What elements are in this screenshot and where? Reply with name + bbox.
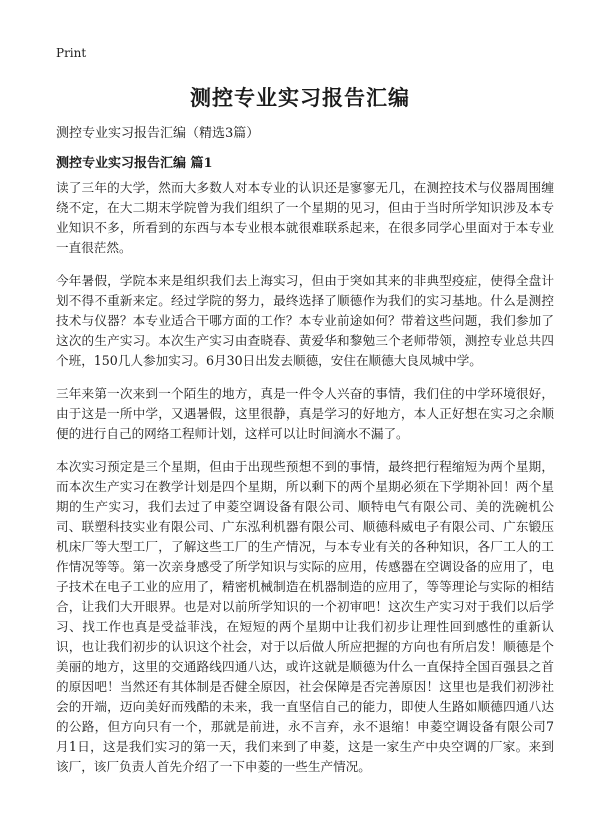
document-title: 测控专业实习报告汇编 [190, 85, 410, 110]
paragraph-2: 今年暑假，学院本来是组织我们去上海实习，但由于突如其来的非典型疫症，使得全盘计划不得不重新来定。经过学院的努力，最终选择了顺德作为我们的实习基地。什么是测控技术与仪器？本专业适合干哪方面的工作？本专业前途如何？带着这些问题，我们参加了这次的生产实习。本次生产实习由查晓春、黄爱华和黎勉三个老师带领，测控专业总共四个班，150几人参加实习。6月30日出发去顺德，安住在顺德大良凤城中学。 [56, 273, 554, 368]
document-subtitle: 测控专业实习报告汇编（精选3篇） [56, 126, 260, 141]
paragraph-4: 本次实习预定是三个星期，但由于出现些预想不到的事情，最终把行程缩短为两个星期，而本次生产实习在教学计划是四个星期，所以剩下的两个星期必须在下学期补回！两个星期的生产实习，我们去过了申菱空调设备有限公司、顺特电气有限公司、美的洗碗机公司、联塑科技实业有限公司、广东泓利机器有限公司、顺德科威电子有限公司、广东锻压机床厂等大型工厂，了解这些工厂的生产情况，与本专业有关的各种知识，各厂工人的工作情况等等。第一次亲身感受了所学知识与实际的应用，传感器在空调设备的应用了，电子技术在电子工业的应用了，精密机械制造在机器制造的应用了，等等理论与实际的相结合，让我们大开眼界。也是对以前所学知识的一个初审吧！这次生产实习对于我们以后学习、找工作也真是受益菲浅，在短短的两个星期中让我们初步让理性回到感性的重新认识，也让我们初步的认识这个社会，对于以后做人所应把握的方向也有所启发！顺德是个美丽的地方，这里的交通路线四通八达，或许这就是顺德为什么一直保持全国百强县之首的原因吧！当然还有其体制是否健全原因，社会保障是否完善原因！这里也是我们初涉社会的开端，迈向美好而残酷的未来，我一直坚信自己的能力，即使人生路如顺德四通八达的公路，但方向只有一个，那就是前进，永不言弃，永不退缩！申菱空调设备有限公司7月1日，这是我们实习的第一天，我们来到了申菱，这是一家生产中央空调的厂家。来到该厂，该厂负责人首先介绍了一下申菱的一些生产情况。 [56, 459, 554, 774]
paragraph-1: 读了三年的大学，然而大多数人对本专业的认识还是寥寥无几，在测控技术与仪器周围缠绕不定，在大二期末学院曾为我们组织了一个星期的见习，但由于当时所学知识涉及本专业知识不多，所看到的东西与本专业根本就很难联系起来，在很多同学心里面对于本专业一直很茫然。 [56, 180, 554, 255]
section-heading: 测控专业实习报告汇编 篇1 [56, 156, 213, 171]
print-link[interactable]: Print [56, 46, 87, 60]
article-body [56, 178, 554, 790]
paragraph-3: 三年来第一次来到一个陌生的地方，真是一件令人兴奋的事情，我们住的中学环境很好，由于这是一所中学，又遇暑假，这里很静，真是学习的好地方，本人正好想在实习之余顺便的进行自己的网络工程师计划，这样可以让时间滴水不漏了。 [56, 386, 554, 441]
